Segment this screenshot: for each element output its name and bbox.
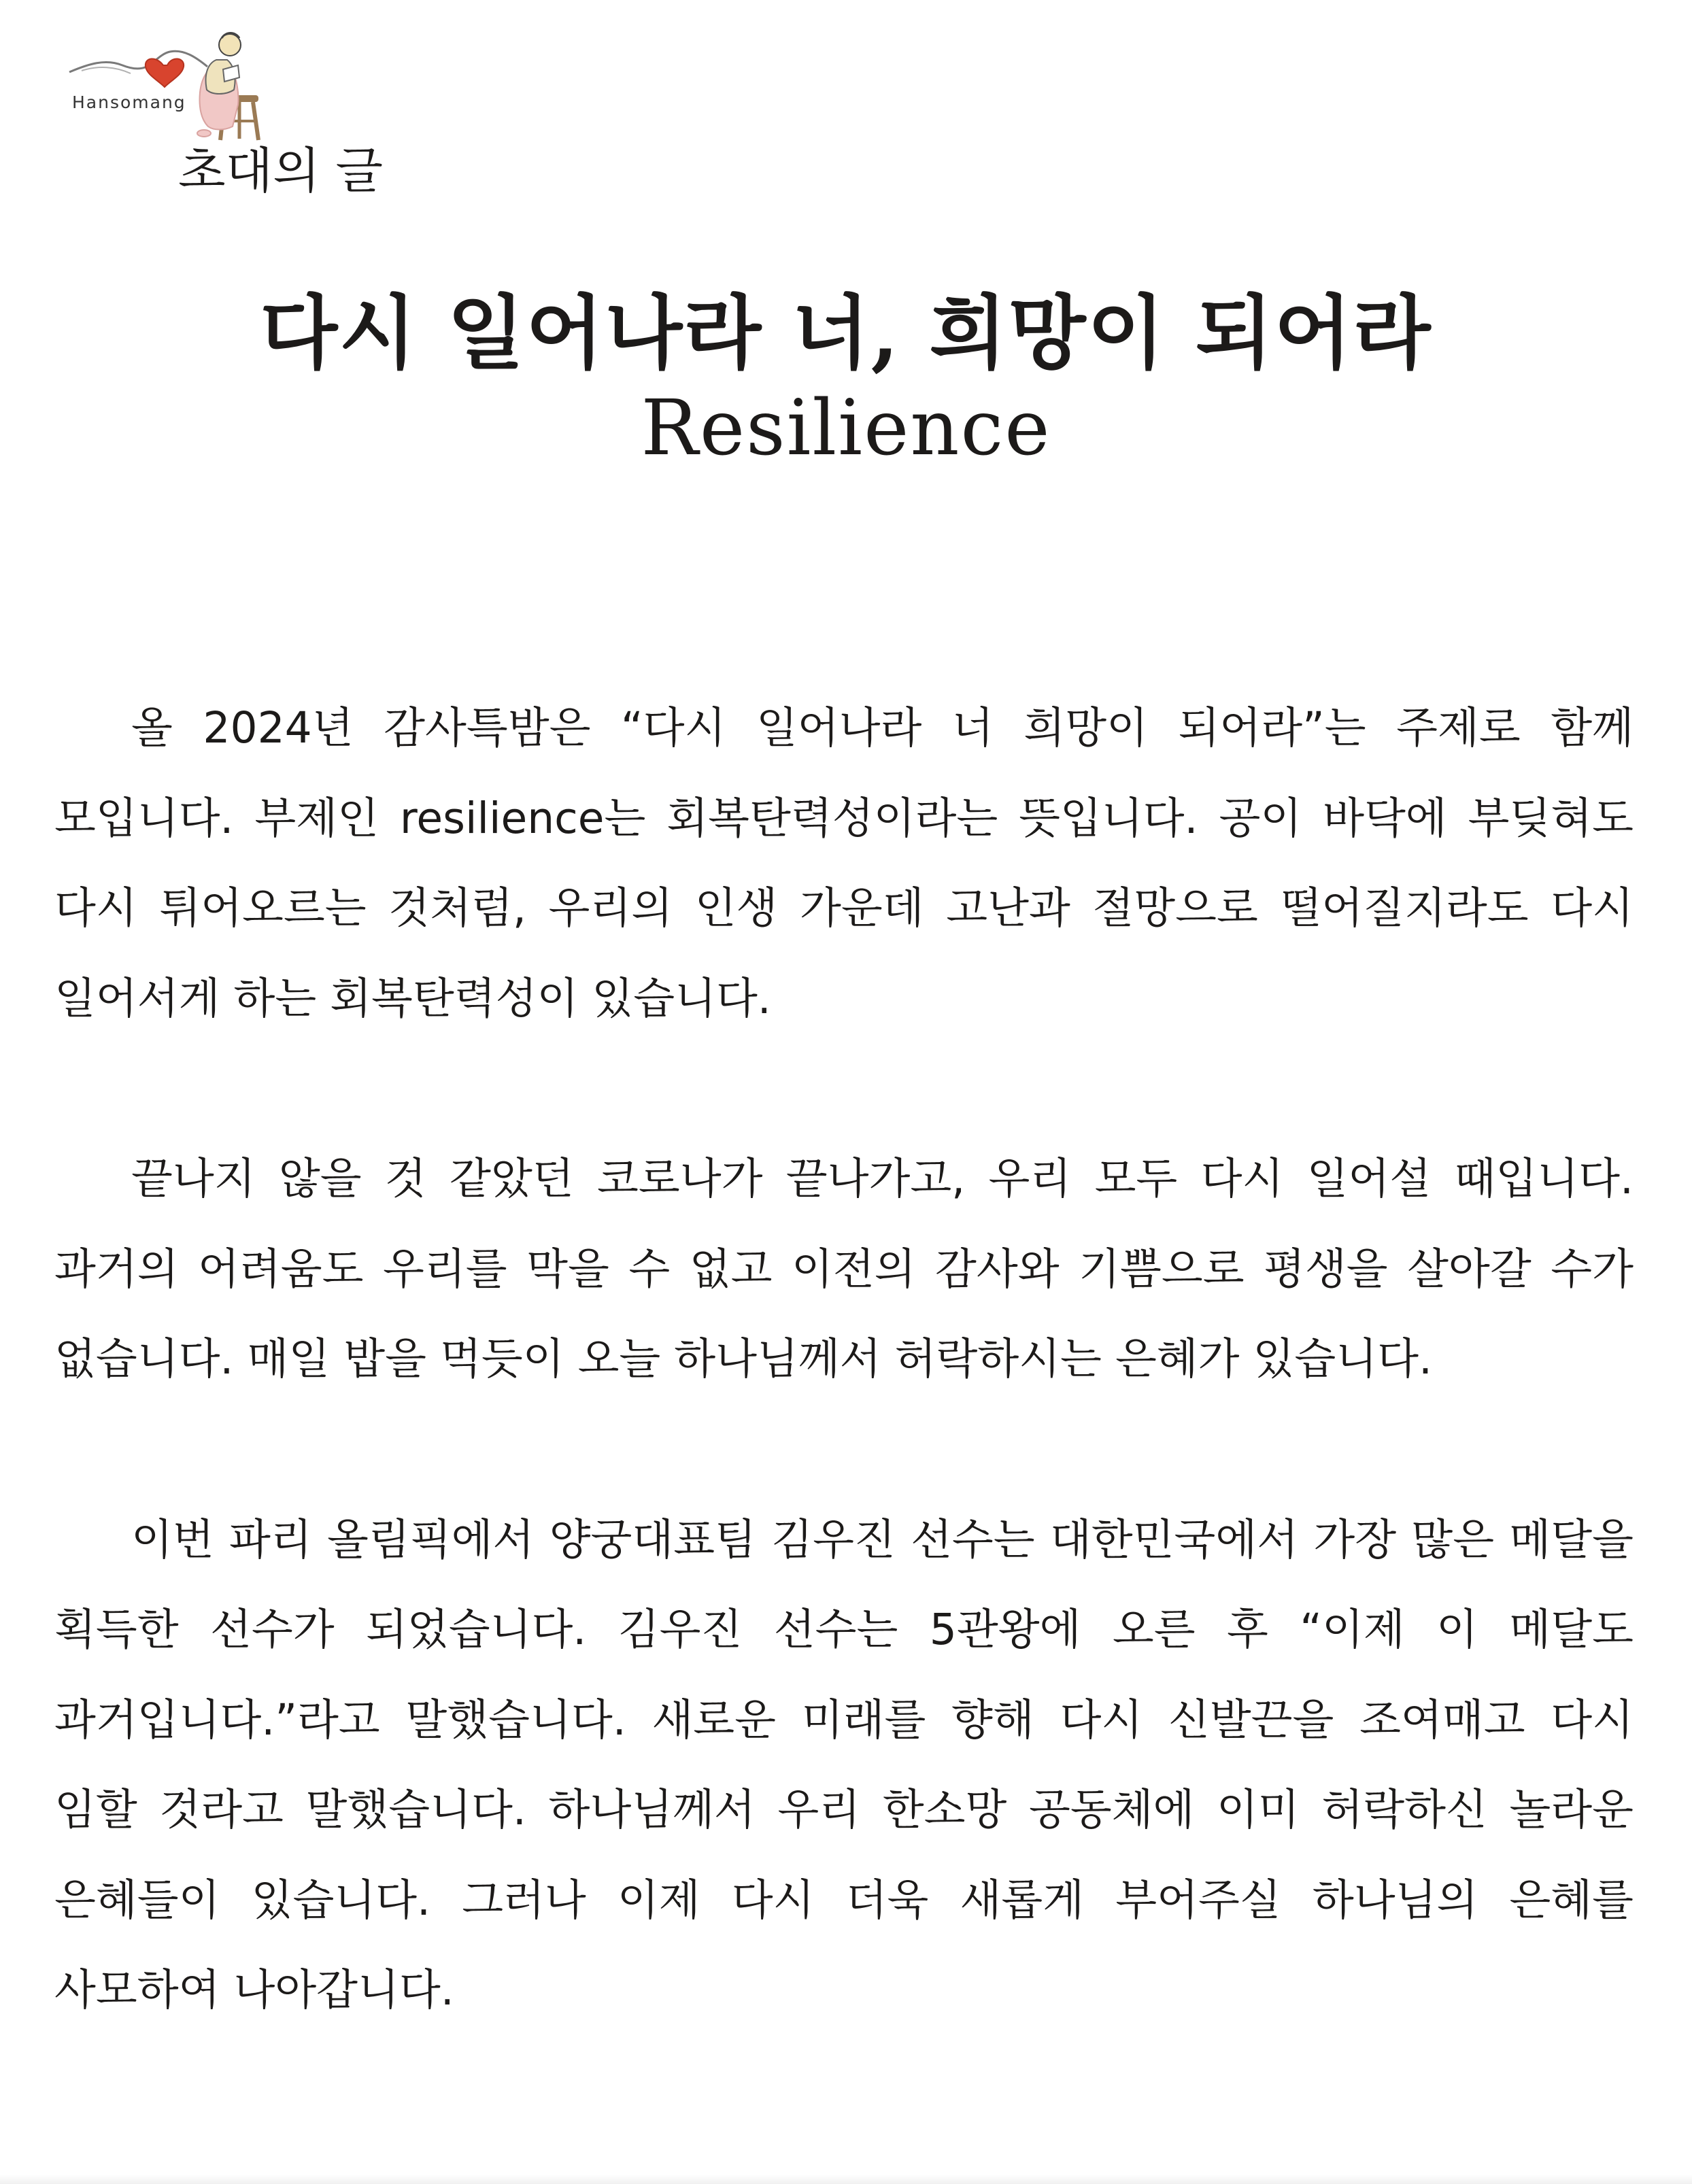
main-title: 다시 일어나라 너, 희망이 되어라 xyxy=(260,286,1432,380)
page-bottom-edge xyxy=(0,2174,1692,2184)
heart-shape xyxy=(146,58,184,87)
logo-illustration-icon xyxy=(68,24,272,143)
title-block xyxy=(0,282,1692,473)
section-label: 초대의 글 xyxy=(178,142,384,199)
paragraph-3: 이번 파리 올림픽에서 양궁대표팀 김우진 선수는 대한민국에서 가장 많은 메달을 획득한 선수가 되었습니다. 김우진 선수는 5관왕에 오른 후 “이제 이 메달도 과거입니다.”라고 말했습니다. 새로운 미래를 향해 다시 신발끈을 조여매고 다시 임할 것라고 말했습니다. 하나님께서 우리 한소망 공동체에 이미 허락하신 놀라운 은혜들이 있습니다. 그러나 이제 다시 더욱 새롭게 부어주실 하나님의 은혜를 사모하여 나아갑니다. xyxy=(54,1514,1634,2015)
paragraph-2: 끝나지 않을 것 같았던 코로나가 끝나가고, 우리 모두 다시 일어설 때입니다. 과거의 어려움도 우리를 막을 수 없고 이전의 감사와 기쁨으로 평생을 살아갈 수가 없습니다. 매일 밥을 먹듯이 오늘 하나님께서 허락하시는 은혜가 있습니다. xyxy=(54,1154,1634,1384)
sub-title: Resilience xyxy=(641,384,1051,473)
invitation-body xyxy=(54,683,1634,2036)
hansomang-logo xyxy=(68,24,272,143)
logo-brand-text: Hansomang xyxy=(72,92,186,112)
paragraph-1: 올 2024년 감사특밤은 “다시 일어나라 너 희망이 되어라”는 주제로 함께 모입니다. 부제인 resilience는 회복탄력성이라는 뜻입니다. 공이 바닥에 부딪혀도 다시 튀어오르는 것처럼, 우리의 인생 가운데 고난과 절망으로 떨어질지라도 다시 일어서게 하는 회복탄력성이 있습니다. xyxy=(54,703,1634,1023)
